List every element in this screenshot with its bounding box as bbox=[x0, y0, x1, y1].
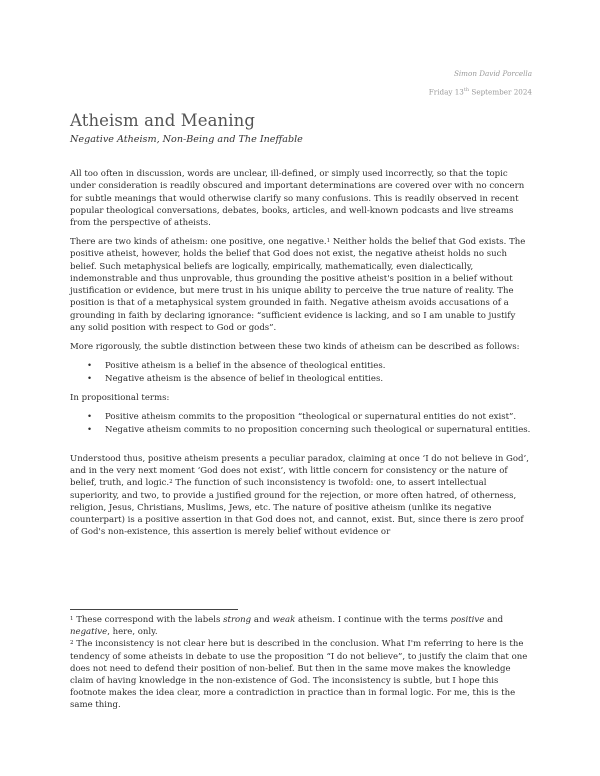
list-item: • Positive atheism commits to the proposition “theological or supernatural entities do not exist”. bbox=[87, 411, 517, 422]
bullet-icon: • bbox=[87, 373, 93, 384]
footnotes bbox=[70, 614, 532, 712]
footnote-divider bbox=[70, 609, 238, 610]
list-item: • Positive atheism is a belief in the absence of theological entities. bbox=[87, 360, 386, 371]
bullet-icon: • bbox=[87, 360, 93, 371]
bullet-icon: • bbox=[87, 411, 93, 422]
document-date bbox=[429, 87, 532, 96]
date-day: Friday 13 bbox=[428, 87, 464, 97]
footnote-1-number: 1 bbox=[70, 616, 74, 622]
spacer bbox=[70, 443, 532, 453]
footnote-ref-2[interactable]: 2 bbox=[169, 479, 173, 486]
distinction-list bbox=[70, 360, 532, 386]
footnote-ref-1[interactable]: 1 bbox=[326, 237, 331, 244]
footnote-2: $^2$ The inconsistency is not clear here but is described in the conclusion. What I'm referring to here is the tendency of some atheists in debate to use the proposition “I do not believe”, to justify the claim that one does not need to defend their position of non-belief. But then in the same move makes the knowledge claim of having knowledge in the non-existence of God. The inconsistency is subtle, but I hope this footnote makes the idea clear, more a contradiction in practice than in formal logic. For me, this is the same thing. bbox=[70, 639, 528, 711]
document-subtitle: Negative Atheism, Non-Being and The Ineffable bbox=[70, 134, 303, 145]
paragraph-distinction: More rigorously, the subtle distinction between these two kinds of atheism can be described as follows: bbox=[70, 341, 520, 352]
list-item: • Negative atheism commits to no proposition concerning such theological or supernatural entities. bbox=[87, 424, 531, 435]
author-name: Simon David Porcella bbox=[453, 69, 532, 78]
paragraph-intro: All too often in discussion, words are unclear, ill-defined, or simply used incorrectly, so that the topic under consideration is readily obscured and important determinations are covered over with no concern for subtle meanings that would otherwise clarify so many confusions. This is readily observed in recent popular theological conversations, debates, books, articles, and well-known podcasts and live streams from the perspective of atheists. bbox=[70, 169, 525, 229]
proposition-list bbox=[70, 411, 532, 437]
paragraph-two-kinds: There are two kinds of atheism: one positive, one negative.$^1$ Neither holds the belief that God exists. The positive atheist, however, holds the belief that God does not exist, the negative atheist holds no such belief. Such metaphysical beliefs are logically, empirically, mathematically, even dialectically, indemonstrable and thus unprovable, thus grounding the positive atheist's position in a belief without justification or evidence, but mere trust in his unique ability to perceive the true nature of reality. The position is that of a metaphysical system grounded in faith. Negative atheism avoids accusations of a grounding in faith by declaring ignorance: “sufficient evidence is lacking, and so I am unable to justify any solid position with respect to God or gods”. bbox=[70, 236, 526, 334]
date-month-year: September 2024 bbox=[469, 87, 532, 97]
date-ordinal: th bbox=[463, 87, 470, 93]
document-body bbox=[70, 168, 532, 545]
document-title: Atheism and Meaning bbox=[70, 111, 256, 130]
footnote-1: $^1$ These correspond with the labels strong and weak atheism. I continue with the terms positive and negative, here, only. bbox=[70, 615, 504, 638]
bullet-icon: • bbox=[87, 424, 93, 435]
list-item: • Negative atheism is the absence of belief in theological entities. bbox=[87, 373, 384, 384]
paragraph-paradox: Understood thus, positive atheism presents a peculiar paradox, claiming at once ‘I do not believe in God’, and in the very next moment ‘God does not exist’, with little concern for consistency or the nature of belief, truth, and logic.$^2$ The function of such inconsistency is twofold: one, to assert intellectual superiority, and two, to provide a justified ground for the rejection, or more often hatred, of otherness, religion, Jesus, Christians, Muslims, Jews, etc. The nature of positive atheism (unlike its negative counterpart) is a positive assertion in that God does not, and cannot, exist. But, since there is zero proof of God's non-existence, this assertion is merely belief without evidence or bbox=[70, 453, 529, 538]
footnote-2-number: 2 bbox=[70, 640, 74, 647]
paragraph-propositional: In propositional terms: bbox=[70, 392, 170, 403]
